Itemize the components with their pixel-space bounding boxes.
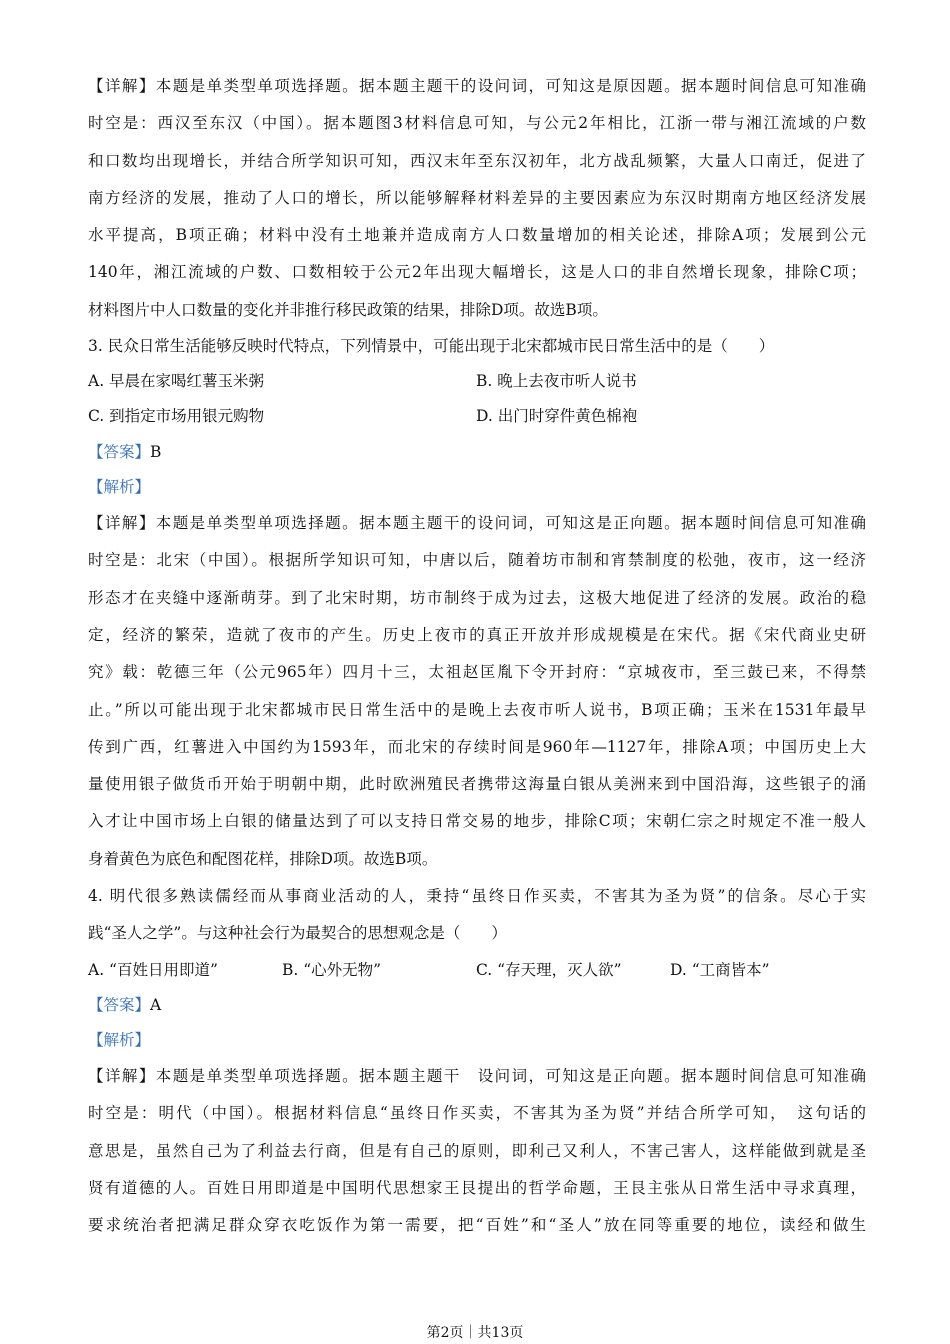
option-b: B. “心外无物” — [282, 960, 382, 979]
page-footer: 第2页｜共13页 — [426, 1325, 524, 1341]
question-stem: 4. 明代很多熟读儒经而从事商业活动的人，秉持“虽终日作买卖，不害其为圣为贤”的信条。尽心于实 — [88, 886, 866, 905]
question-4 — [88, 878, 866, 1245]
page-content — [88, 68, 866, 1245]
paragraph-line: 止。”所以可能出现于北宋都城市民日常生活中的是晚上去夜市听人说书，B项正确；玉米在1531年最早 — [88, 700, 866, 719]
paragraph-line: 意思是，虽然自己为了利益去行商，但是有自己的原则，即利己又利人，不害己害人，这样能做到就是圣 — [88, 1141, 866, 1160]
paragraph-line: 究》载：乾德三年（公元965年）四月十三，太祖赵匡胤下令开封府：“京城夜市，至三鼓已来，不得禁 — [88, 663, 866, 682]
answer-label: 【答案】 — [88, 442, 151, 461]
option-c: C. 到指定市场用银元购物 — [88, 407, 265, 426]
analysis-label: 【解析】 — [88, 477, 151, 496]
paragraph-line: 贤有道德的人。百姓日用即道是中国明代思想家王艮提出的哲学命题，王艮主张从日常生活中寻求真理， — [88, 1179, 866, 1198]
option-d: D. 出门时穿件黄色棉袍 — [476, 407, 638, 426]
question-stem: 践“圣人之学”。与这种社会行为最契合的思想观念是（ ） — [88, 924, 507, 943]
paragraph-line: 水平提高，B项正确；材料中没有土地兼并造成南方人口数量增加的相关论述，排除A项；发展到公元 — [88, 226, 866, 245]
paragraph-line: 【详解】本题是单类型单项选择题。据本题主题干 设问词，可知这是正向题。据本题时间信息可知准确 — [88, 1067, 866, 1086]
options-row — [88, 953, 866, 988]
paragraph-line: 要求统治者把满足群众穿衣吃饭作为第一需要，把“百姓”和“圣人”放在同等重要的地位，读经和做生 — [88, 1216, 866, 1235]
paragraph-line: 时空是：西汉至东汉（中国）。据本题图3材料信息可知，与公元2年相比，江浙一带与湘江流域的户数 — [88, 114, 866, 133]
paragraph-line: 身着黄色为底色和配图花样，排除D项。故选B项。 — [88, 849, 438, 868]
option-b: B. 晚上去夜市听人说书 — [476, 372, 637, 391]
answer-line — [88, 435, 866, 470]
question-stem: 3. 民众日常生活能够反映时代特点，下列情景中，可能出现于北宋都城市民日常生活中的是（ ） — [88, 337, 775, 356]
option-c: C. “存天理，灭人欲” — [476, 960, 622, 979]
paragraph-line: 【详解】本题是单类型单项选择题。据本题主题干的设问词，可知这是原因题。据本题时间信息可知准确 — [88, 77, 866, 95]
paragraph-line: 材料图片中人口数量的变化并非推行移民政策的结果，排除D项。故选B项。 — [88, 300, 608, 319]
paragraph-line: 时空是：明代（中国）。根据材料信息“虽终日作买卖，不害其为圣为贤”并结合所学可知， 这句话的 — [88, 1104, 866, 1123]
paragraph-line: 形态才在夹缝中逐渐萌芽。到了北宋时期，坊市制终于成为过去，这极大地促进了经济的发展。政治的稳 — [88, 588, 866, 607]
paragraph-line: 传到广西，红薯进入中国约为1593年，而北宋的存续时间是960年—1127年，排除A项；中国历史上大 — [88, 737, 866, 756]
option-a: A. 早晨在家喝红薯玉米粥 — [88, 372, 265, 391]
paragraph-line: 南方经济的发展，推动了人口的增长，所以能够解释材料差异的主要因素应为东汉时期南方地区经济发展 — [88, 188, 866, 207]
analysis-line — [88, 470, 866, 505]
option-d: D. “工商皆本” — [670, 960, 770, 979]
paragraph-line: 时空是：北宋（中国）。根据所学知识可知，中唐以后，随着坊市制和宵禁制度的松弛，夜市，这一经济 — [88, 551, 866, 570]
paragraph-line: 【详解】本题是单类型单项选择题。据本题主题干的设问词，可知这是正向题。据本题时间信息可知准确 — [88, 514, 866, 533]
paragraph-line: 和口数均出现增长，并结合所学知识可知，西汉末年至东汉初年，北方战乱频繁，大量人口南迁，促进了 — [88, 151, 866, 170]
options-row — [88, 364, 866, 399]
paragraph-line: 定，经济的繁荣，造就了夜市的产生。历史上夜市的真正开放并形成规模是在宋代。据《宋代商业史研 — [88, 625, 866, 644]
analysis-line — [88, 1023, 866, 1058]
paragraph-line: 量使用银子做货币开始于明朝中期，此时欧洲殖民者携带这海量白银从美洲来到中国沿海，这些银子的涌 — [88, 775, 866, 794]
paragraph-line: 入才让中国市场上白银的储量达到了可以支持日常交易的地步，排除C项；宋朝仁宗之时规定不准一般人 — [88, 812, 866, 831]
answer-label: 【答案】 — [88, 995, 151, 1014]
option-a: A. “百姓日用即道” — [88, 960, 218, 979]
answer-value: B — [150, 442, 162, 461]
answer-value: A — [150, 995, 162, 1014]
options-row — [88, 399, 866, 434]
answer-line — [88, 988, 866, 1023]
q2-detail — [88, 68, 866, 329]
analysis-label: 【解析】 — [88, 1030, 151, 1049]
question-3 — [88, 329, 866, 878]
paragraph-line: 140年，湘江流域的户数、口数相较于公元2年出现大幅增长，这是人口的非自然增长现象，排除C项； — [88, 263, 866, 282]
